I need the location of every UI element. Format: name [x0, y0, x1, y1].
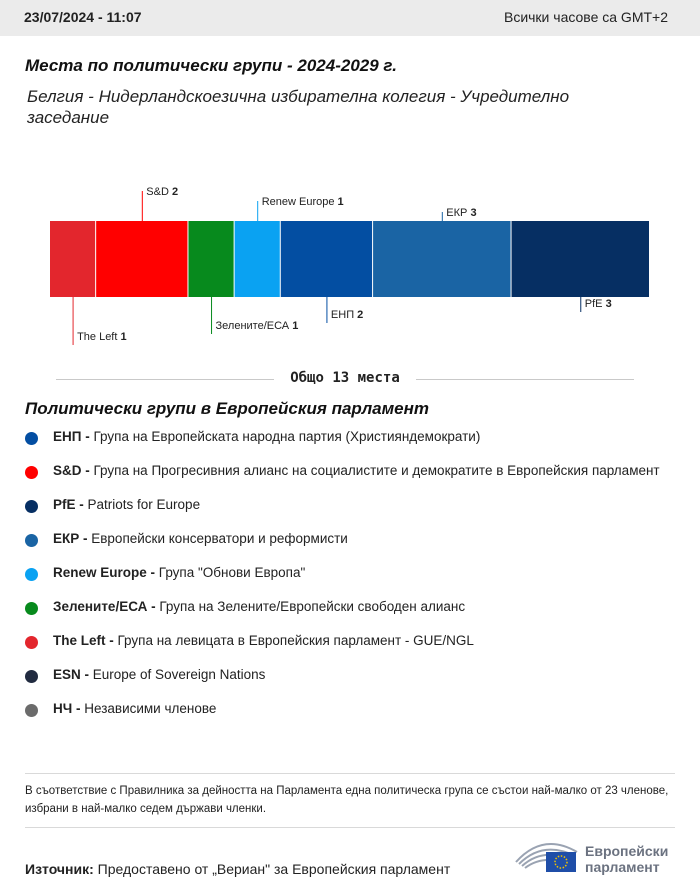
logo-line-2: парламент — [585, 859, 660, 875]
top-bar — [0, 0, 700, 36]
legend-desc: Patriots for Europe — [87, 497, 201, 512]
legend-desc: Група на Европейската народна партия (Християндемократи) — [93, 429, 481, 444]
bar-segment-s-d — [96, 221, 187, 297]
legend-dot-icon — [25, 636, 38, 649]
legend-item — [25, 428, 675, 446]
data-label-зелените-еса: Зелените/ЕСА 1 — [215, 320, 299, 332]
legend-item — [25, 598, 675, 616]
legend-dot-icon — [25, 704, 38, 717]
legend-item — [25, 496, 675, 514]
timestamp: 23/07/2024 - 11:07 — [24, 9, 142, 25]
bar-segment-renew-europe — [235, 221, 280, 297]
data-label-pfe: PfE 3 — [584, 298, 612, 310]
legend-item — [25, 666, 675, 684]
legend-dot-icon — [25, 670, 38, 683]
legend-abbr: ЕКР - — [53, 531, 92, 546]
legend-dot-icon — [25, 534, 38, 547]
legend-list — [25, 428, 675, 734]
bar-segment-the-left — [50, 221, 95, 297]
legend-dot-icon — [25, 500, 38, 513]
timezone-note: Всички часове са GMT+2 — [503, 9, 668, 25]
legend-abbr: The Left - — [53, 633, 118, 648]
divider-right — [416, 379, 634, 380]
legend-desc: Група "Обнови Европа" — [158, 565, 306, 580]
legend-desc: Europe of Sovereign Nations — [92, 667, 266, 682]
data-label-екр: ЕКР 3 — [446, 207, 477, 219]
data-label-s-d: S&D 2 — [146, 186, 179, 198]
legend-desc: Независими членове — [84, 701, 217, 716]
legend-abbr: S&D - — [53, 463, 94, 478]
source-label: Източник: — [25, 861, 94, 877]
bar-segment-pfe — [512, 221, 649, 297]
source-line — [25, 861, 450, 877]
legend-desc: Група на Зелените/Европейски свободен алианс — [159, 599, 466, 614]
legend-abbr: PfE - — [53, 497, 88, 512]
data-label-renew-europe: Renew Europe 1 — [261, 196, 344, 208]
bar-segment-екр — [373, 221, 510, 297]
legend-item — [25, 462, 675, 480]
note-divider-top — [25, 773, 675, 774]
legend-item — [25, 632, 675, 650]
chart-title: Места по политически групи - 2024-2029 г. — [25, 56, 397, 75]
bar-segment-зелените-еса — [188, 221, 233, 297]
chart-subtitle: Белгия - Нидерландскоезична избирателна колегия - Учредително заседание — [27, 87, 570, 127]
legend-dot-icon — [25, 568, 38, 581]
logo-text — [585, 843, 668, 875]
legend-abbr: Зелените/ЕСА - — [53, 599, 160, 614]
legend-dot-icon — [25, 432, 38, 445]
seat-bar-chart — [0, 170, 700, 360]
legend-item — [25, 564, 675, 582]
legend-title: Политически групи в Европейския парламент — [25, 399, 430, 418]
footnote: В съответствие с Правилника за дейността на Парламента една политическа група се състои най-малко от 23 членове, избрани в най-малко седем държави членки. — [25, 785, 669, 815]
legend-item — [25, 530, 675, 548]
note-divider-bottom — [25, 827, 675, 828]
legend-dot-icon — [25, 466, 38, 479]
legend-abbr: НЧ - — [53, 701, 85, 716]
data-label-енп: ЕНП 2 — [330, 309, 364, 321]
legend-desc: Група на Прогресивния алианс на социалистите и демократите в Европейския парламент — [93, 463, 660, 478]
legend-desc: Група на левицата в Европейския парламент - GUE/NGL — [117, 633, 474, 648]
legend-abbr: ESN - — [53, 667, 93, 682]
data-label-the-left: The Left 1 — [77, 331, 127, 343]
total-seats-row — [56, 368, 634, 390]
legend-abbr: Renew Europe - — [53, 565, 159, 580]
legend-dot-icon — [25, 602, 38, 615]
total-seats-label: Общо 13 места — [290, 370, 400, 386]
logo-line-1: Европейски — [585, 843, 669, 859]
legend-abbr: ЕНП - — [53, 429, 94, 444]
legend-item — [25, 700, 675, 718]
source-text: Предоставено от „Вериан" за Европейския парламент — [97, 861, 451, 877]
legend-desc: Европейски консерватори и реформисти — [91, 531, 348, 546]
bar-segment-енп — [281, 221, 372, 297]
